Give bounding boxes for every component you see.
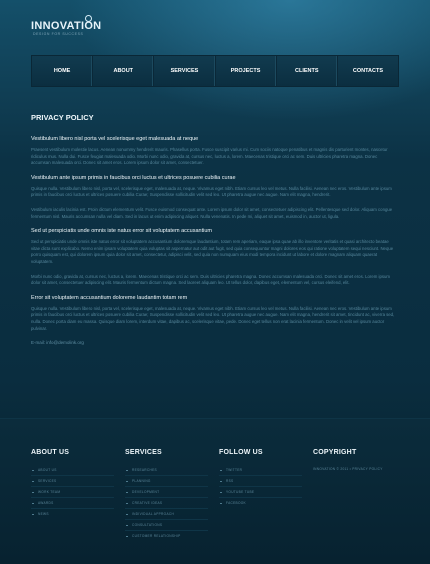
footer-link[interactable]: DEVELOPMENT: [125, 486, 208, 497]
nav-services[interactable]: SERVICES: [154, 56, 215, 86]
nav-about[interactable]: ABOUT: [93, 56, 154, 86]
footer-link[interactable]: RESEARCHES: [125, 465, 208, 475]
main-navigation: [31, 55, 399, 87]
page-title: PRIVACY POLICY: [31, 113, 94, 122]
section-paragraph: Vestibulum iaculis lacinia est. Proin dictum elementum velit. Fusce euismod consequat ante. Lorem ipsum dolor sit amet, consectetuer adipiscing elit. Pellentesque sed dolor. Aliquam congue fermentum nisl. Mauris accumsan nulla vel diam. Sed in lacus ut enim adipiscing aliquet. Nulla venenatis. In pede mi, aliquet sit amet, euismod in, auctor ut, ligula.: [31, 206, 393, 219]
section-heading: Error sit voluptatem accusantium doloreme laudantim totam rem: [31, 294, 188, 301]
logo-tagline: DESIGN FOR SUCCESS: [33, 32, 84, 36]
footer: [0, 418, 430, 564]
footer-link[interactable]: YOUTUBE TUBE: [219, 486, 302, 497]
footer-link[interactable]: INDIVIDUAL APPROACH: [125, 508, 208, 519]
section-paragraph: Quisque nulla. Vestibulum libero nisl, porta vel, scelerisque eget, malesuada at, neque. Vivamus eget nibh. Etiam cursus leo vel metus. Nulla facilisi. Aenean nec eros. Vestibulum ante ipsum primis in faucibus orci luctus et ultrices posuere cubilia Curae; Suspendisse sollicitudin velit sed leo. Ut pharetra augue nec augue. Nam elit magna, hendrerit sit amet, tincidunt ac, viverra sed, nulla. Donec porta diam eu massa. Quisque diam lorem, interdum vitae, dapibus ac, scelerisque vitae, pede. Donec eget tellus non erat lacinia fermentum. Donec in velit vel ipsum auctor pulvinar.: [31, 305, 395, 331]
nav-projects[interactable]: PROJECTS: [216, 56, 277, 86]
footer-link[interactable]: WORK TEAM: [31, 486, 114, 497]
footer-heading: FOLLOW US: [219, 449, 263, 456]
section-paragraph: Quisque nulla. Vestibulum libero nisl, porta vel, scelerisque eget, malesuada at, neque. Vivamus eget nibh. Etiam cursus leo vel metus. Nulla facilisi. Aenean nec eros. Vestibulum ante ipsum primis in faucibus orci luctus et ultrices posuere cubilia Curae; Suspendisse sollicitudin velit sed leo. Ut pharetra augue nec augue. Nam elit magna, hendrerit.: [31, 185, 392, 198]
site-logo[interactable]: INNOVATION: [31, 20, 102, 32]
footer-link[interactable]: SERVICES: [31, 475, 114, 486]
nav-contacts[interactable]: CONTACTS: [352, 68, 384, 74]
nav-home[interactable]: HOME: [32, 56, 93, 86]
footer-link[interactable]: NEWS: [31, 508, 114, 519]
footer-column-about: [31, 449, 121, 519]
footer-link-list: [125, 465, 215, 541]
footer-link-list: [31, 465, 121, 519]
footer-link[interactable]: AWARDS: [31, 497, 114, 508]
section-heading: Sed ut perspiciatis unde omnis iste natus error sit voluptatem accusantium: [31, 228, 212, 235]
section-paragraph: Sed ut perspiciatis unde omnis iste natus error sit voluptatem accusantium doloremque laudantium, totam rem aperiam, eaque ipsa quae ab illo inventore veritatis et quasi architecto beatae vitae dicta sunt explicabo. Nemo enim ipsam voluptatem quia voluptas sit aspernatur aut odit aut fugit, sed quia consequuntur magni dolores eos qui ratione voluptatem sequi nesciunt. Neque porro quisquam est, qui dolorem ipsum quia dolor sit amet, consectetur, adipisci velit, sed quia non numquam eius modi tempora incidunt ut labore et dolore magnam aliquam quaerat voluptatem.: [31, 239, 394, 264]
main-content: [31, 113, 398, 345]
section-heading: Vestibulum libero nisl porta vel scelerisque eget malesuada at neque: [31, 136, 199, 142]
section-paragraph: Morbi nunc odio, gravida at, cursus nec, luctus a, lorem. Maecenas tristique orci ac sem. Duis ultricies pharetra magna. Donec accumsan malesuada orci. Donec sit amet eros. Lorem ipsum dolor sit amet, consectetuer adipiscing elit. Mauris fermentum dictum magna. Sed laoreet aliquam leo. Ut tellus dolor, dapibus eget, elementum vel, cursus eleifend, elit.: [31, 273, 390, 286]
footer-link[interactable]: RSS: [219, 475, 302, 486]
footer-link[interactable]: CONSULTATIONS: [125, 519, 208, 530]
footer-column-follow: [219, 449, 309, 508]
footer-link[interactable]: PLANNING: [125, 475, 208, 486]
copyright-text: INNOVATION © 2011 • PRIVACY POLICY: [313, 467, 383, 471]
footer-link[interactable]: FACEBOOK: [219, 497, 302, 508]
footer-link-list: [219, 465, 309, 508]
footer-link[interactable]: ABOUT US: [31, 465, 114, 475]
logo-ring-icon: [85, 15, 92, 22]
footer-link[interactable]: CUSTOMER RELATIONSHIP: [125, 530, 208, 541]
footer-link[interactable]: TWITTER: [219, 465, 302, 475]
section-paragraph: Praesent vestibulum molestie lacus. Aenean nonummy hendrerit mauris. Phasellus porta. Fusce suscipit varius mi. Cum sociis natoque penatibus et magnis dis parturient montes, nascetur ridiculus mus. Nulla dui. Fusce feugiat malesuada odio. Morbi nunc odio, gravida at, cursus nec, luctus a, lorem. Maecenas tristique orci ac sem. Duis ultricies pharetra magna. Donec accumsan malesuada orci. Donec sit amet eros. Lorem ipsum dolor sit amet, consectetuer.: [31, 147, 388, 166]
email-link[interactable]: E-mail: info@demolink.org: [31, 340, 84, 346]
footer-column-copyright: [313, 449, 413, 472]
footer-heading: ABOUT US: [31, 449, 70, 456]
footer-column-services: [125, 449, 215, 541]
footer-heading: SERVICES: [125, 449, 162, 456]
nav-clients[interactable]: CLIENTS: [277, 56, 338, 86]
footer-link[interactable]: CREATIVE IDEAS: [125, 497, 208, 508]
footer-heading: COPYRIGHT: [313, 449, 357, 456]
section-heading: Vestibulum ante ipsum primis in faucibus orci luctus et ultrices posuere cubilia curae: [31, 174, 236, 181]
